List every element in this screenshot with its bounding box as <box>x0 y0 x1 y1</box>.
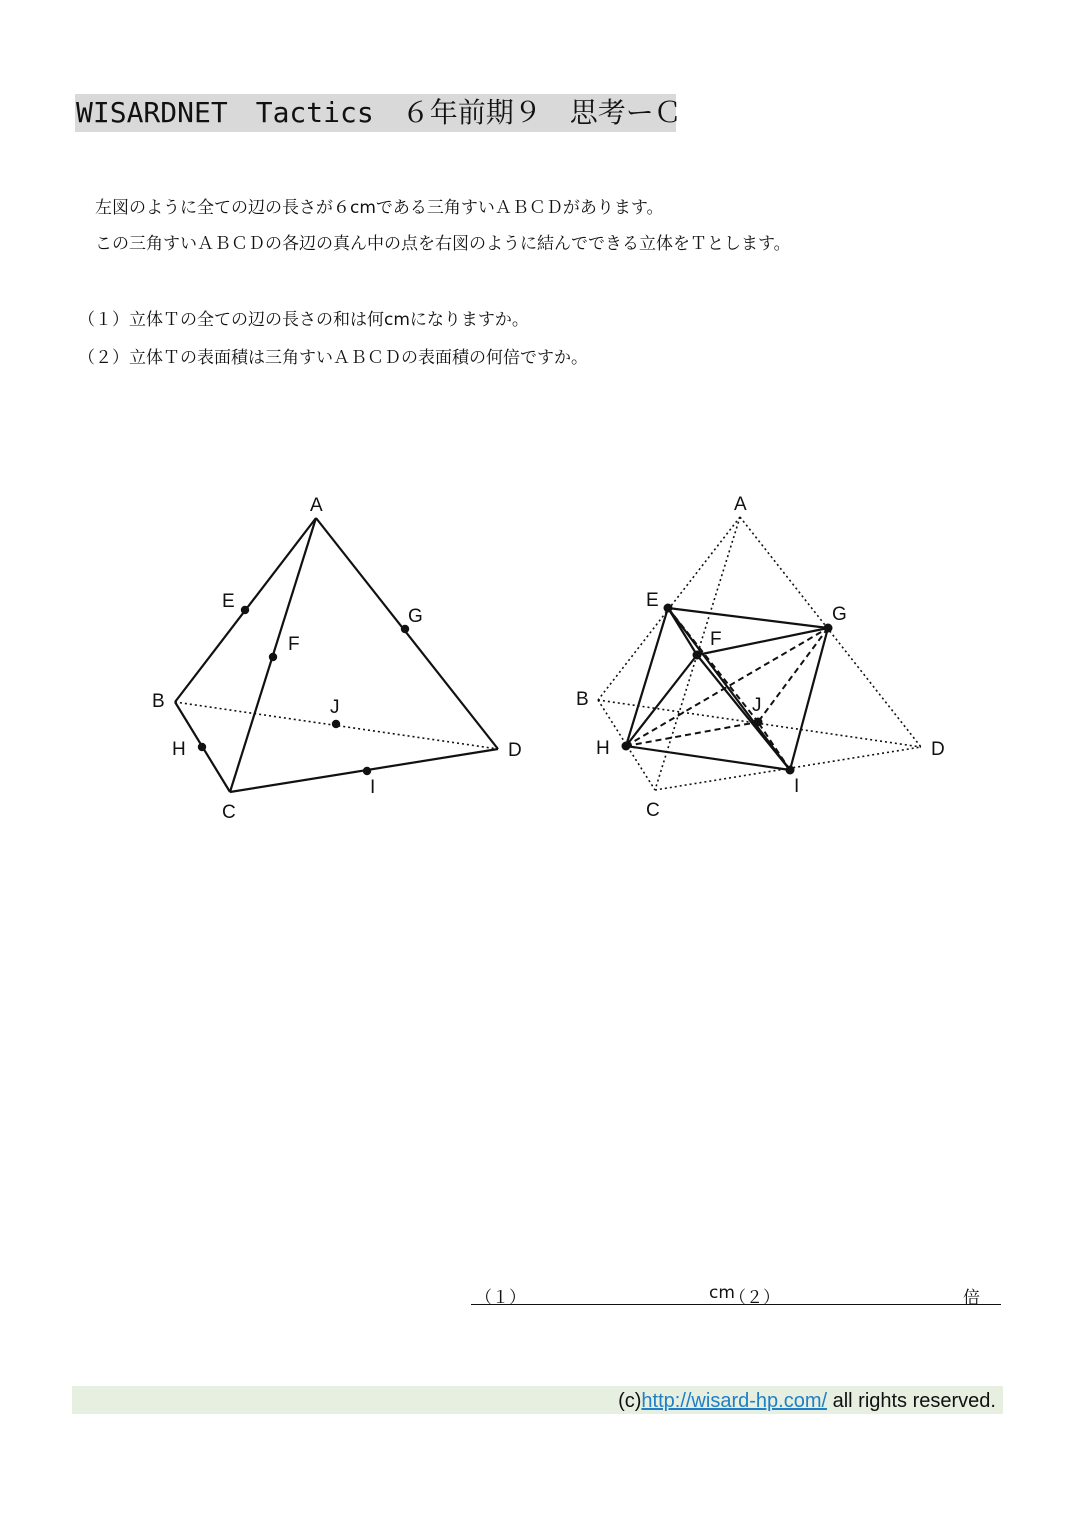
copyright-footer <box>618 1388 996 1414</box>
solid-T-hidden-edges <box>626 608 828 770</box>
point-J <box>332 720 340 728</box>
label-G: G <box>408 606 423 627</box>
label-F: F <box>288 634 300 655</box>
point-F <box>269 653 277 661</box>
point-I <box>363 767 371 775</box>
answer-1-unit: cm <box>709 1283 735 1303</box>
r-label-E: E <box>646 590 659 611</box>
label-B: B <box>152 691 165 712</box>
copyright-link[interactable]: http://wisard-hp.com/ <box>641 1390 828 1412</box>
answer-2-label: （２） <box>729 1288 780 1308</box>
t-edge-GJ <box>758 628 828 722</box>
t-edge-EG <box>668 608 828 628</box>
label-E: E <box>222 591 235 612</box>
label-C: C <box>222 802 236 823</box>
label-I: I <box>370 777 376 798</box>
r-label-C: C <box>646 800 660 821</box>
r-point-E <box>664 604 673 613</box>
t-edge-HI <box>626 746 790 770</box>
r-label-J: J <box>752 695 762 716</box>
r-label-F: F <box>710 629 722 650</box>
r-edge-AD <box>740 517 921 747</box>
solid-T-edges <box>626 608 828 770</box>
label-A: A <box>310 495 323 516</box>
copyright-suffix: all rights reserved. <box>827 1390 996 1412</box>
label-J: J <box>330 697 340 718</box>
r-label-B: B <box>576 689 589 710</box>
r-point-H <box>622 742 631 751</box>
r-point-J <box>754 718 763 727</box>
t-edge-GI <box>790 628 828 770</box>
page-title: WISARDNET Tactics ６年前期９ 思考ーＣ <box>76 96 682 129</box>
left-tetrahedron <box>175 518 498 792</box>
point-H <box>198 743 206 751</box>
r-label-H: H <box>596 738 610 759</box>
r-label-A: A <box>734 494 747 515</box>
r-label-I: I <box>794 776 800 797</box>
t-edge-FH <box>626 655 697 746</box>
r-point-F <box>693 651 702 660</box>
point-E <box>241 606 249 614</box>
problem-line-1: 左図のように全ての辺の長さが６cmである三角すいＡＢＣＤがあります。 <box>95 198 664 218</box>
right-labels <box>576 494 945 821</box>
r-label-G: G <box>832 604 847 625</box>
answer-line[interactable] <box>471 1280 1001 1308</box>
question-2: （２）立体Ｔの表面積は三角すいＡＢＣＤの表面積の何倍ですか。 <box>78 348 588 368</box>
tetrahedron-figures <box>0 480 1075 840</box>
copyright-prefix: (c) <box>618 1390 642 1412</box>
edge-AD <box>316 518 498 749</box>
r-label-D: D <box>931 739 945 760</box>
question-1: （１）立体Ｔの全ての辺の長さの和は何cmになりますか。 <box>78 310 529 330</box>
answer-1-label: （１） <box>475 1288 526 1308</box>
label-D: D <box>508 740 522 761</box>
answer-2-unit: 倍 <box>963 1288 980 1308</box>
label-H: H <box>172 739 186 760</box>
r-point-I <box>786 766 795 775</box>
problem-line-2: この三角すいＡＢＣＤの各辺の真ん中の点を右図のように結んでできる立体をＴとします。 <box>95 234 791 254</box>
